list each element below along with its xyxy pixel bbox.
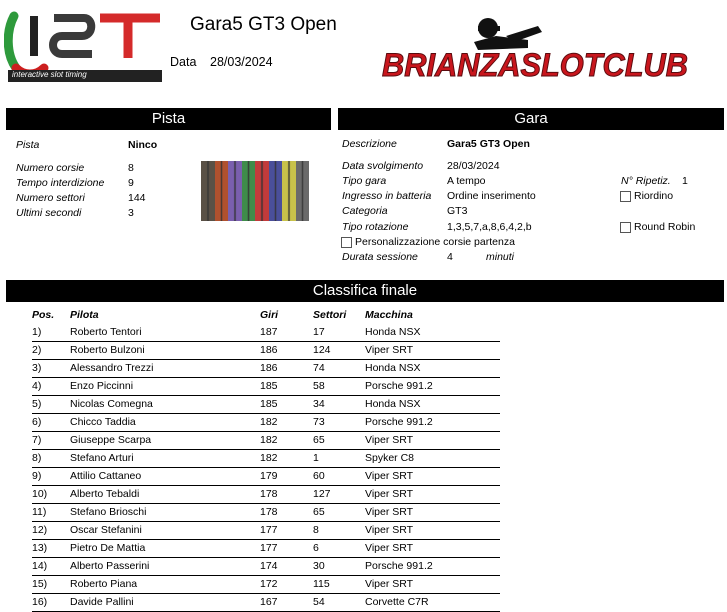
cell-settori: 8	[313, 524, 319, 536]
cell-pilota: Alessandro Trezzi	[70, 362, 154, 374]
table-row	[32, 558, 500, 576]
table-row	[32, 522, 500, 540]
categoria-value: GT3	[447, 205, 468, 217]
cell-macchina: Viper SRT	[365, 524, 414, 536]
cell-settori: 74	[313, 362, 325, 374]
cell-settori: 54	[313, 596, 325, 608]
cell-pos: 6)	[32, 416, 42, 428]
ultimi-secondi-value: 3	[128, 207, 134, 219]
cell-macchina: Viper SRT	[365, 506, 414, 518]
pista-name-value: Ninco	[128, 139, 158, 151]
tipo-gara-label: Tipo gara	[342, 175, 387, 187]
numero-corsie-value: 8	[128, 162, 134, 174]
cell-macchina: Viper SRT	[365, 470, 414, 482]
personalizzazione-checkbox[interactable]	[341, 237, 352, 248]
cell-giri: 186	[260, 362, 278, 374]
cell-settori: 58	[313, 380, 325, 392]
table-row	[32, 450, 500, 468]
cell-pos: 8)	[32, 452, 42, 464]
table-row	[32, 432, 500, 450]
lane-color-2	[215, 161, 229, 221]
tipo-rotazione-label: Tipo rotazione	[342, 221, 409, 233]
cell-macchina: Spyker C8	[365, 452, 415, 464]
gara-section-title: Gara	[338, 108, 724, 130]
cell-giri: 182	[260, 434, 278, 446]
col-header-macchina: Macchina	[365, 309, 413, 321]
pista-section-title: Pista	[6, 108, 331, 130]
durata-sessione-label: Durata sessione	[342, 251, 418, 263]
data-svolgimento-label: Data svolgimento	[342, 160, 424, 172]
cell-pos: 1)	[32, 326, 42, 338]
table-row	[32, 594, 500, 612]
lane-color-5	[255, 161, 269, 221]
cell-settori: 115	[313, 578, 330, 590]
col-header-giri: Giri	[260, 309, 279, 321]
cell-macchina: Viper SRT	[365, 434, 414, 446]
table-row	[32, 396, 500, 414]
cell-settori: 73	[313, 416, 325, 428]
table-row	[32, 504, 500, 522]
cell-giri: 182	[260, 416, 278, 428]
classifica-section-title: Classifica finale	[6, 280, 724, 302]
lane-color-strip	[201, 161, 309, 221]
durata-sessione-value: 4	[447, 251, 453, 263]
riordino-label: Riordino	[634, 190, 674, 202]
cell-macchina: Honda NSX	[365, 362, 421, 374]
ingresso-batteria-value: Ordine inserimento	[447, 190, 536, 202]
cell-giri: 177	[260, 542, 278, 554]
cell-macchina: Viper SRT	[365, 578, 414, 590]
cell-macchina: Honda NSX	[365, 398, 421, 410]
cell-settori: 124	[313, 344, 331, 356]
cell-settori: 1	[313, 452, 319, 464]
cell-giri: 178	[260, 506, 278, 518]
ripetizioni-label: N° Ripetiz.	[621, 175, 671, 187]
cell-settori: 17	[313, 326, 325, 338]
cell-pilota: Roberto Tentori	[70, 326, 142, 338]
cell-pos: 7)	[32, 434, 42, 446]
cell-giri: 186	[260, 344, 278, 356]
cell-pos: 16)	[32, 596, 48, 608]
cell-macchina: Viper SRT	[365, 542, 414, 554]
cell-pos: 5)	[32, 398, 42, 410]
cell-pos: 10)	[32, 488, 48, 500]
cell-giri: 172	[260, 578, 278, 590]
personalizzazione-label: Personalizzazione corsie partenza	[355, 236, 515, 248]
tipo-rotazione-value: 1,3,5,7,a,8,6,4,2,b	[447, 221, 532, 233]
numero-settori-value: 144	[128, 192, 146, 204]
cell-pos: 9)	[32, 470, 42, 482]
table-row	[32, 468, 500, 486]
cell-pilota: Nicolas Comegna	[70, 398, 153, 410]
cell-pilota: Stefano Brioschi	[70, 506, 147, 518]
results-body	[32, 324, 500, 612]
cell-giri: 182	[260, 452, 278, 464]
results-header-row	[32, 308, 500, 324]
round-robin-checkbox[interactable]	[620, 222, 631, 233]
ripetizioni-value: 1	[682, 175, 688, 187]
numero-corsie-label: Numero corsie	[16, 162, 85, 174]
col-header-pos: Pos.	[32, 309, 55, 321]
cell-pos: 4)	[32, 380, 42, 392]
ingresso-batteria-label: Ingresso in batteria	[342, 190, 432, 202]
descrizione-label: Descrizione	[342, 138, 397, 150]
page-title: Gara5 GT3 Open	[190, 14, 337, 35]
cell-giri: 167	[260, 596, 278, 608]
cell-pilota: Attilio Cattaneo	[70, 470, 142, 482]
table-row	[32, 576, 500, 594]
table-row	[32, 540, 500, 558]
riordino-checkbox[interactable]	[620, 191, 631, 202]
lane-color-1	[201, 161, 215, 221]
table-row	[32, 324, 500, 342]
cell-pilota: Oscar Stefanini	[70, 524, 142, 536]
lane-color-8	[296, 161, 310, 221]
cell-settori: 65	[313, 434, 325, 446]
cell-settori: 127	[313, 488, 331, 500]
cell-macchina: Porsche 991.2	[365, 560, 433, 572]
brianza-logo-text: BRIANZASLOTCLUB	[382, 47, 688, 83]
cell-macchina: Honda NSX	[365, 326, 421, 338]
table-row	[32, 360, 500, 378]
results-table	[32, 308, 500, 612]
cell-pilota: Alberto Tebaldi	[70, 488, 140, 500]
cell-macchina: Porsche 991.2	[365, 416, 433, 428]
lane-color-7	[282, 161, 296, 221]
numero-settori-label: Numero settori	[16, 192, 85, 204]
cell-macchina: Viper SRT	[365, 488, 414, 500]
ist-logo-caption: interactive slot timing	[12, 70, 87, 79]
date-label: Data	[170, 55, 197, 69]
cell-settori: 60	[313, 470, 325, 482]
col-header-pilota: Pilota	[70, 309, 99, 321]
table-row	[32, 342, 500, 360]
cell-pos: 3)	[32, 362, 42, 374]
cell-giri: 177	[260, 524, 278, 536]
descrizione-value: Gara5 GT3 Open	[447, 138, 530, 150]
tempo-interdizione-label: Tempo interdizione	[16, 177, 105, 189]
cell-pilota: Stefano Arturi	[70, 452, 134, 464]
cell-macchina: Viper SRT	[365, 344, 414, 356]
tipo-gara-value: A tempo	[447, 175, 486, 187]
cell-pos: 11)	[32, 506, 47, 518]
cell-pos: 13)	[32, 542, 48, 554]
cell-pos: 14)	[32, 560, 48, 572]
cell-pilota: Roberto Piana	[70, 578, 138, 590]
cell-settori: 6	[313, 542, 319, 554]
cell-settori: 65	[313, 506, 325, 518]
cell-giri: 187	[260, 326, 278, 338]
cell-pilota: Chicco Taddia	[70, 416, 136, 428]
lane-color-6	[269, 161, 283, 221]
data-svolgimento-value: 28/03/2024	[447, 160, 500, 172]
ultimi-secondi-label: Ultimi secondi	[16, 207, 82, 219]
cell-giri: 178	[260, 488, 278, 500]
cell-pos: 2)	[32, 344, 42, 356]
cell-pilota: Pietro De Mattia	[70, 542, 146, 554]
round-robin-label: Round Robin	[634, 221, 696, 233]
table-row	[32, 486, 500, 504]
cell-pos: 12)	[32, 524, 48, 536]
cell-pilota: Enzo Piccinni	[70, 380, 134, 392]
lane-color-4	[242, 161, 256, 221]
table-row	[32, 414, 500, 432]
table-row	[32, 378, 500, 396]
cell-giri: 174	[260, 560, 278, 572]
col-header-settori: Settori	[313, 309, 347, 321]
brianza-slot-club-logo	[378, 14, 692, 84]
cell-settori: 34	[313, 398, 325, 410]
durata-unit: minuti	[486, 251, 515, 263]
pista-name-label: Pista	[16, 139, 40, 151]
tempo-interdizione-value: 9	[128, 177, 134, 189]
categoria-label: Categoria	[342, 205, 388, 217]
cell-giri: 185	[260, 398, 278, 410]
cell-pilota: Alberto Passerini	[70, 560, 150, 572]
racer-silhouette-icon	[474, 18, 542, 50]
date-value: 28/03/2024	[210, 55, 273, 69]
cell-giri: 179	[260, 470, 278, 482]
cell-settori: 30	[313, 560, 325, 572]
ist-logo	[4, 6, 166, 84]
cell-macchina: Corvette C7R	[365, 596, 429, 608]
cell-pilota: Giuseppe Scarpa	[70, 434, 152, 446]
cell-pos: 15)	[32, 578, 48, 590]
cell-macchina: Porsche 991.2	[365, 380, 433, 392]
cell-pilota: Roberto Bulzoni	[70, 344, 145, 356]
cell-giri: 185	[260, 380, 278, 392]
cell-pilota: Davide Pallini	[70, 596, 134, 608]
lane-color-3	[228, 161, 242, 221]
